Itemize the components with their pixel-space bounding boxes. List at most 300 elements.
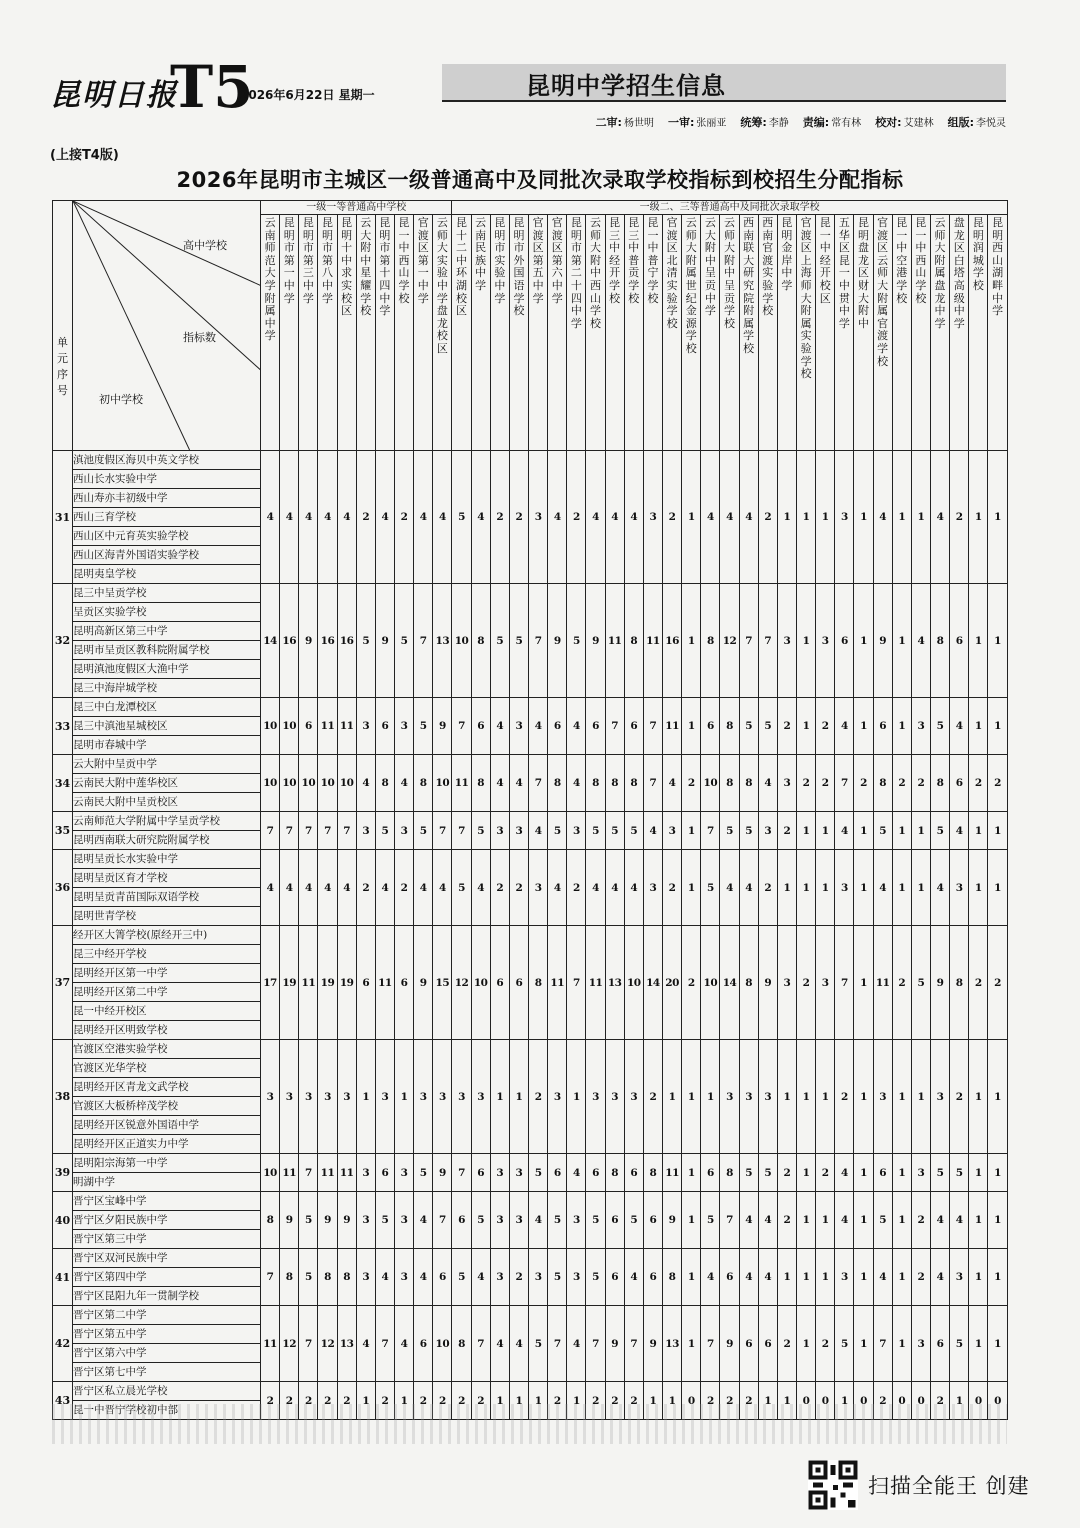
quota-value: 3 xyxy=(663,812,682,850)
quota-value: 1 xyxy=(682,698,701,755)
quota-value: 8 xyxy=(261,1192,280,1249)
high-school-name: 西南联大研究院附属学校 xyxy=(743,216,755,355)
quota-value: 1 xyxy=(777,1040,796,1154)
scanner-watermark xyxy=(808,1460,1030,1510)
quota-value: 4 xyxy=(548,451,567,584)
continued-note: (上接T4版) xyxy=(50,148,119,163)
quota-value: 1 xyxy=(854,1040,873,1154)
quota-value: 2 xyxy=(261,1382,280,1420)
quota-value: 1 xyxy=(682,812,701,850)
quota-value: 5 xyxy=(930,812,949,850)
high-school-name: 昆一中普宁学校 xyxy=(647,216,659,305)
quota-value: 1 xyxy=(509,1040,528,1154)
high-school-name: 官渡区第五中学 xyxy=(532,216,544,305)
quota-value: 3 xyxy=(567,812,586,850)
quota-value: 4 xyxy=(394,755,413,812)
editor-role: 组版: xyxy=(947,116,974,129)
quota-value: 4 xyxy=(758,1192,777,1249)
quota-value: 4 xyxy=(835,1192,854,1249)
quota-value: 2 xyxy=(375,1382,394,1420)
middle-school-name: 昆三中海岸城学校 xyxy=(73,682,157,694)
quota-value: 3 xyxy=(490,812,509,850)
quota-value: 2 xyxy=(394,850,413,926)
quota-value: 7 xyxy=(758,584,777,698)
quota-value: 4 xyxy=(873,850,892,926)
quota-value: 4 xyxy=(930,1249,949,1306)
quota-value: 1 xyxy=(854,1192,873,1249)
quota-value: 9 xyxy=(414,926,433,1040)
quota-value: 3 xyxy=(529,850,548,926)
quota-value: 6 xyxy=(586,698,605,755)
quota-value: 3 xyxy=(509,1192,528,1249)
quota-value: 13 xyxy=(663,1306,682,1382)
quota-value: 2 xyxy=(414,1382,433,1420)
quota-value: 3 xyxy=(356,812,375,850)
quota-value: 10 xyxy=(261,698,280,755)
high-school-column-header xyxy=(950,215,969,451)
quota-value: 10 xyxy=(337,755,356,812)
middle-school-name: 晋宁区第七中学 xyxy=(73,1366,147,1378)
quota-value: 9 xyxy=(337,1192,356,1249)
quota-value: 0 xyxy=(988,1382,1007,1420)
quota-value: 4 xyxy=(567,1154,586,1192)
quota-value: 2 xyxy=(433,1382,452,1420)
quota-value: 8 xyxy=(605,1154,624,1192)
quota-value: 6 xyxy=(720,1249,739,1306)
quota-value: 2 xyxy=(529,1040,548,1154)
quota-value: 0 xyxy=(682,1382,701,1420)
middle-school-name: 经开区大箐学校(原经开三中) xyxy=(73,926,261,945)
quota-value: 16 xyxy=(337,584,356,698)
quota-value: 4 xyxy=(605,850,624,926)
quota-value: 10 xyxy=(261,755,280,812)
quota-value: 1 xyxy=(816,1249,835,1306)
quota-value: 7 xyxy=(643,755,662,812)
quota-value: 11 xyxy=(318,698,337,755)
masthead xyxy=(40,53,1006,129)
quota-value: 6 xyxy=(605,1249,624,1306)
high-school-name: 云师大附中呈贡学校 xyxy=(724,216,735,330)
editor-role: 校对: xyxy=(875,116,902,129)
quota-value: 16 xyxy=(318,584,337,698)
quota-value: 1 xyxy=(854,451,873,584)
quota-value: 6 xyxy=(950,584,969,698)
quota-value: 7 xyxy=(701,1306,720,1382)
quota-value: 3 xyxy=(911,698,930,755)
high-school-column-header xyxy=(356,215,375,451)
quota-value: 3 xyxy=(414,1040,433,1154)
middle-school-name: 明湖中学 xyxy=(73,1176,115,1188)
middle-school-name: 晋宁区宝峰中学 xyxy=(73,1192,261,1211)
quota-value: 3 xyxy=(835,1249,854,1306)
quota-value: 3 xyxy=(529,1249,548,1306)
quota-value: 10 xyxy=(299,755,318,812)
quota-value: 4 xyxy=(950,1192,969,1249)
quota-value: 11 xyxy=(663,1154,682,1192)
quota-value: 1 xyxy=(816,850,835,926)
high-school-column-header xyxy=(988,215,1007,451)
middle-school-list xyxy=(73,1154,261,1192)
quota-value: 4 xyxy=(280,850,299,926)
quota-value: 4 xyxy=(261,451,280,584)
quota-value: 9 xyxy=(758,926,777,1040)
quota-value: 10 xyxy=(701,755,720,812)
unit-number: 38 xyxy=(53,1040,73,1154)
quota-value: 1 xyxy=(988,584,1007,698)
quota-value: 19 xyxy=(318,926,337,1040)
high-school-name: 云大附中星耀学校 xyxy=(360,216,372,318)
quota-value: 7 xyxy=(433,812,452,850)
quota-value: 6 xyxy=(471,698,490,755)
quota-value: 3 xyxy=(643,850,662,926)
quota-value: 2 xyxy=(969,926,988,1040)
quota-value: 4 xyxy=(720,850,739,926)
high-school-name: 昆明润城学校 xyxy=(972,216,984,292)
quota-value: 6 xyxy=(930,1306,949,1382)
quota-value: 1 xyxy=(682,1040,701,1154)
quota-value: 10 xyxy=(471,926,490,1040)
quota-value: 1 xyxy=(777,1249,796,1306)
quota-value: 6 xyxy=(375,1154,394,1192)
middle-school-name: 昆明经开区正道实力中学 xyxy=(73,1138,189,1150)
unit-number: 43 xyxy=(53,1382,73,1420)
quota-value: 16 xyxy=(663,584,682,698)
quota-value: 1 xyxy=(854,926,873,1040)
quota-value: 4 xyxy=(394,1306,413,1382)
quota-value: 6 xyxy=(701,698,720,755)
quota-value: 4 xyxy=(375,451,394,584)
quota-value: 5 xyxy=(375,1192,394,1249)
quota-value: 2 xyxy=(873,1382,892,1420)
quota-value: 3 xyxy=(356,698,375,755)
quota-value: 3 xyxy=(548,1040,567,1154)
quota-value: 10 xyxy=(433,755,452,812)
quota-value: 1 xyxy=(682,1154,701,1192)
quota-value: 6 xyxy=(414,1306,433,1382)
quota-value: 0 xyxy=(797,1382,816,1420)
quota-value: 7 xyxy=(299,812,318,850)
high-school-column-header xyxy=(605,215,624,451)
quota-value: 1 xyxy=(356,1382,375,1420)
quota-value: 11 xyxy=(643,584,662,698)
quota-value: 2 xyxy=(299,1382,318,1420)
quota-value: 1 xyxy=(911,850,930,926)
editor-name: 张丽亚 xyxy=(696,118,727,129)
middle-school-name: 晋宁区第四中学 xyxy=(73,1268,261,1287)
quota-value: 2 xyxy=(471,1382,490,1420)
high-school-column-header xyxy=(280,215,299,451)
quota-value: 13 xyxy=(605,926,624,1040)
high-school-name: 云南民族中学 xyxy=(475,216,487,292)
quota-value: 14 xyxy=(261,584,280,698)
middle-school-name: 西山长水实验中学 xyxy=(73,470,261,489)
high-school-name: 昆明市外国语学校 xyxy=(513,216,525,318)
quota-value: 1 xyxy=(892,451,911,584)
high-school-name: 昆三中普贡学校 xyxy=(628,216,640,305)
quota-value: 11 xyxy=(452,755,471,812)
quota-value: 1 xyxy=(682,850,701,926)
scan-bleed-through xyxy=(52,1404,1007,1444)
middle-school-name: 昆明呈贡青苗国际双语学校 xyxy=(73,888,261,907)
quota-value: 2 xyxy=(777,1154,796,1192)
quota-value: 7 xyxy=(471,1306,490,1382)
high-school-name: 昆明西山湖畔中学 xyxy=(992,216,1004,318)
quota-value: 4 xyxy=(701,1249,720,1306)
quota-value: 16 xyxy=(280,584,299,698)
quota-value: 5 xyxy=(835,1306,854,1382)
quota-value: 7 xyxy=(261,812,280,850)
quota-value: 3 xyxy=(529,451,548,584)
quota-value: 4 xyxy=(509,1306,528,1382)
quota-value: 4 xyxy=(433,451,452,584)
middle-school-list xyxy=(73,926,261,1040)
quota-value: 2 xyxy=(548,1382,567,1420)
quota-value: 6 xyxy=(433,1249,452,1306)
quota-value: 4 xyxy=(356,1306,375,1382)
quota-value: 5 xyxy=(739,698,758,755)
quota-value: 2 xyxy=(930,1382,949,1420)
quota-value: 5 xyxy=(414,812,433,850)
quota-value: 1 xyxy=(988,812,1007,850)
middle-school-list xyxy=(73,451,261,584)
quota-value: 1 xyxy=(682,451,701,584)
quota-value: 4 xyxy=(930,1192,949,1249)
quota-value: 4 xyxy=(414,451,433,584)
quota-value: 1 xyxy=(682,1306,701,1382)
middle-school-name: 昆明呈贡区育才学校 xyxy=(73,869,261,888)
quota-value: 1 xyxy=(969,451,988,584)
quota-value: 2 xyxy=(758,850,777,926)
quota-value: 5 xyxy=(414,698,433,755)
quota-value: 2 xyxy=(777,698,796,755)
high-school-column-header xyxy=(643,215,662,451)
middle-school-list xyxy=(73,1249,261,1306)
quota-value: 7 xyxy=(299,1306,318,1382)
quota-value: 9 xyxy=(873,584,892,698)
middle-school-name: 昆一中晋宁学校初中部 xyxy=(73,1404,178,1416)
quota-value: 1 xyxy=(892,812,911,850)
quota-value: 5 xyxy=(529,1306,548,1382)
quota-value: 4 xyxy=(356,755,375,812)
high-school-column-header xyxy=(892,215,911,451)
middle-school-name: 昆明经开区锐意外国语中学 xyxy=(73,1116,261,1135)
table-row xyxy=(53,1306,1008,1382)
quota-value: 3 xyxy=(835,451,854,584)
high-school-name: 盘龙区白塔高级中学 xyxy=(953,216,965,330)
high-school-column-header xyxy=(394,215,413,451)
editor-name: 李静 xyxy=(768,118,789,129)
scanner-label: 扫描全能王 创建 xyxy=(868,1474,1030,1498)
unit-number: 33 xyxy=(53,698,73,755)
high-school-name: 西南官渡实验学校 xyxy=(762,216,774,318)
middle-school-name: 昆明经开区第一中学 xyxy=(73,964,261,983)
high-school-column-header xyxy=(452,215,471,451)
quota-value: 8 xyxy=(739,755,758,812)
quota-value: 2 xyxy=(567,451,586,584)
quota-value: 1 xyxy=(797,451,816,584)
quota-value: 3 xyxy=(739,1040,758,1154)
quota-value: 1 xyxy=(854,1249,873,1306)
quota-value: 1 xyxy=(797,1040,816,1154)
quota-value: 2 xyxy=(911,1249,930,1306)
quota-value: 1 xyxy=(988,850,1007,926)
quota-value: 5 xyxy=(720,812,739,850)
quota-value: 8 xyxy=(471,755,490,812)
quota-value: 14 xyxy=(720,926,739,1040)
quota-value: 8 xyxy=(452,1306,471,1382)
table-row xyxy=(53,584,1008,698)
quota-value: 6 xyxy=(452,1192,471,1249)
diagonal-lines xyxy=(73,201,261,450)
quota-value: 6 xyxy=(739,1306,758,1382)
quota-value: 1 xyxy=(854,698,873,755)
unit-number: 32 xyxy=(53,584,73,698)
quota-value: 4 xyxy=(758,755,777,812)
quota-value: 1 xyxy=(892,1154,911,1192)
page-date: 2026年6月22日 星期一 xyxy=(240,88,375,102)
quota-value: 8 xyxy=(471,584,490,698)
quota-value: 1 xyxy=(950,1382,969,1420)
quota-value: 1 xyxy=(797,1249,816,1306)
quota-value: 2 xyxy=(797,926,816,1040)
high-school-name: 昆一中西山学校 xyxy=(915,216,927,305)
editor-name: 李悦灵 xyxy=(976,118,1006,129)
quota-value: 3 xyxy=(509,1154,528,1192)
quota-value: 5 xyxy=(375,812,394,850)
quota-value: 10 xyxy=(261,1154,280,1192)
quota-value: 5 xyxy=(471,1192,490,1249)
quota-value: 7 xyxy=(299,1154,318,1192)
quota-value: 8 xyxy=(605,755,624,812)
quota-value: 2 xyxy=(950,451,969,584)
quota-value: 9 xyxy=(663,1192,682,1249)
quota-value: 3 xyxy=(930,1040,949,1154)
quota-value: 1 xyxy=(797,1306,816,1382)
quota-value: 1 xyxy=(969,1306,988,1382)
quota-value: 1 xyxy=(911,451,930,584)
quota-value: 4 xyxy=(835,698,854,755)
editor-credit xyxy=(668,116,726,129)
middle-school-name: 晋宁区第三中学 xyxy=(73,1233,147,1245)
middle-school-name: 昆三中白龙潭校区 xyxy=(73,698,261,717)
diagonal-line xyxy=(73,201,261,370)
quota-value: 7 xyxy=(720,1192,739,1249)
middle-school-name: 晋宁区第六中学 xyxy=(73,1344,261,1363)
quota-value: 11 xyxy=(548,926,567,1040)
quota-value: 7 xyxy=(548,1306,567,1382)
quota-value: 8 xyxy=(529,926,548,1040)
quota-value: 3 xyxy=(873,1040,892,1154)
quota-value: 9 xyxy=(433,698,452,755)
middle-school-name: 晋宁区第二中学 xyxy=(73,1306,261,1325)
quota-value: 17 xyxy=(261,926,280,1040)
high-school-name: 五华区昆一中贯中学 xyxy=(838,216,850,330)
quota-value: 13 xyxy=(433,584,452,698)
editor-credit xyxy=(875,116,933,129)
quota-value: 8 xyxy=(663,1249,682,1306)
middle-school-name: 晋宁区昆阳九年一贯制学校 xyxy=(73,1290,199,1302)
quota-value: 2 xyxy=(509,451,528,584)
middle-school-name: 云南民大附中莲华校区 xyxy=(73,774,261,793)
quota-value: 2 xyxy=(777,812,796,850)
quota-value: 8 xyxy=(930,755,949,812)
quota-value: 4 xyxy=(433,850,452,926)
quota-value: 0 xyxy=(854,1382,873,1420)
quota-value: 1 xyxy=(816,451,835,584)
quota-value: 1 xyxy=(529,1382,548,1420)
quota-value: 11 xyxy=(299,926,318,1040)
quota-value: 2 xyxy=(777,1306,796,1382)
quota-value: 7 xyxy=(529,584,548,698)
quota-value: 0 xyxy=(892,1382,911,1420)
unit-number: 36 xyxy=(53,850,73,926)
group-header-tier-2-3: 一级二、三等普通高中及同批次录取学校 xyxy=(452,201,1007,215)
quota-value: 6 xyxy=(586,1154,605,1192)
quota-value: 11 xyxy=(873,926,892,1040)
quota-value: 1 xyxy=(969,1249,988,1306)
quota-value: 2 xyxy=(605,1382,624,1420)
table-row xyxy=(53,812,1008,850)
middle-school-name: 西山区海青外国语实验学校 xyxy=(73,546,261,565)
quota-value: 5 xyxy=(586,1192,605,1249)
quota-value: 2 xyxy=(356,850,375,926)
quota-value: 4 xyxy=(337,451,356,584)
quota-value: 8 xyxy=(624,755,643,812)
quota-value: 10 xyxy=(280,698,299,755)
high-school-column-header xyxy=(777,215,796,451)
quota-value: 2 xyxy=(280,1382,299,1420)
quota-value: 5 xyxy=(930,698,949,755)
quota-value: 4 xyxy=(643,812,662,850)
quota-value: 6 xyxy=(701,1154,720,1192)
quota-value: 1 xyxy=(892,1192,911,1249)
quota-value: 5 xyxy=(299,1192,318,1249)
quota-value: 5 xyxy=(452,850,471,926)
quota-value: 6 xyxy=(375,698,394,755)
high-school-column-header xyxy=(969,215,988,451)
quota-value: 2 xyxy=(509,1249,528,1306)
high-school-column-header xyxy=(854,215,873,451)
quota-value: 8 xyxy=(720,755,739,812)
quota-value: 6 xyxy=(509,926,528,1040)
quota-value: 5 xyxy=(567,584,586,698)
high-school-name: 昆一中经开校区 xyxy=(819,216,831,305)
quota-value: 7 xyxy=(643,698,662,755)
middle-school-list xyxy=(73,1040,261,1154)
unit-number: 40 xyxy=(53,1192,73,1249)
quota-value: 8 xyxy=(930,584,949,698)
high-school-column-header xyxy=(490,215,509,451)
quota-value: 2 xyxy=(892,755,911,812)
quota-value: 2 xyxy=(911,755,930,812)
quota-value: 11 xyxy=(337,1154,356,1192)
quota-value: 6 xyxy=(873,698,892,755)
high-school-name: 昆明市第十四中学 xyxy=(379,216,391,318)
high-school-column-header xyxy=(548,215,567,451)
quota-value: 11 xyxy=(280,1154,299,1192)
quota-value: 1 xyxy=(797,698,816,755)
quota-value: 6 xyxy=(624,698,643,755)
quota-value: 10 xyxy=(280,755,299,812)
middle-school-name: 昆明市春城中学 xyxy=(73,739,147,751)
quota-value: 2 xyxy=(490,850,509,926)
quota-value: 11 xyxy=(605,584,624,698)
quota-value: 5 xyxy=(452,1249,471,1306)
editor-credit xyxy=(948,116,1006,129)
quota-value: 4 xyxy=(663,755,682,812)
quota-value: 3 xyxy=(777,926,796,1040)
high-school-name: 官渡区北清实验学校 xyxy=(666,216,678,330)
